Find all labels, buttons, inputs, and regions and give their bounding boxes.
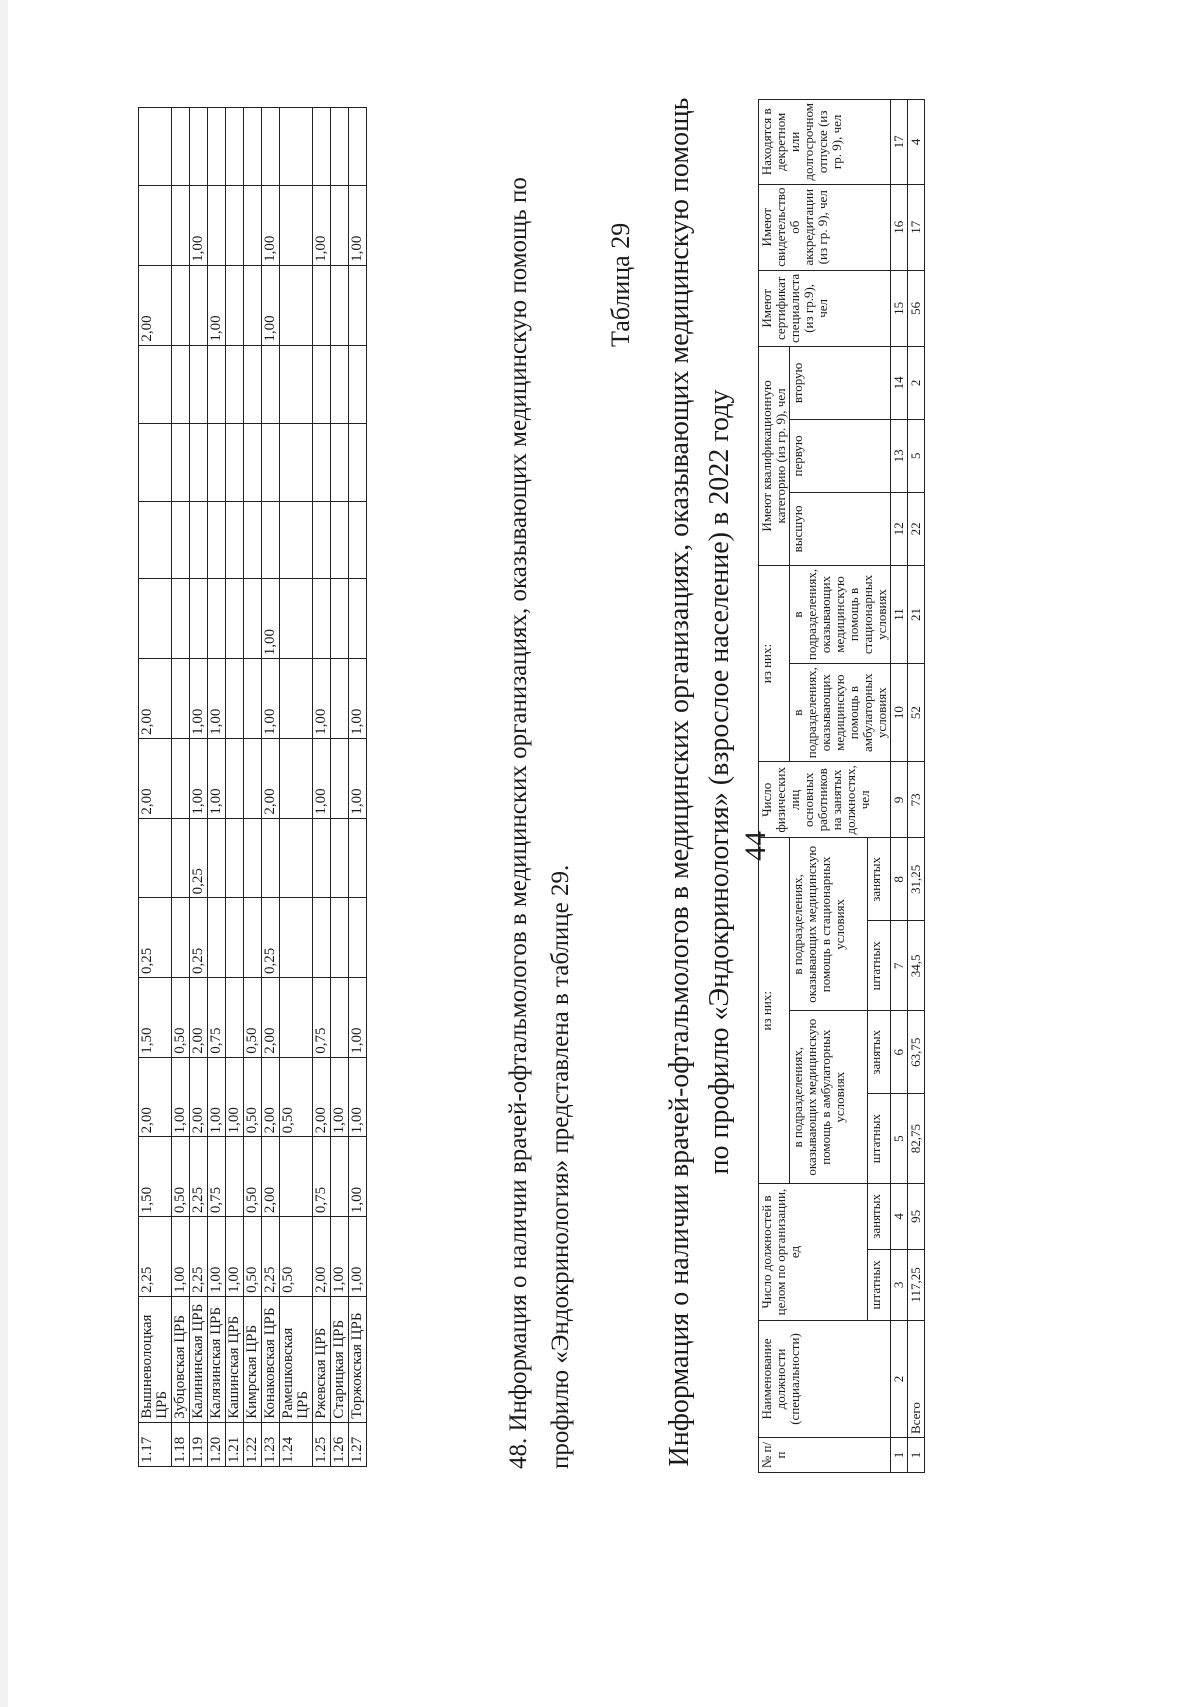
- row-name: Торжокская ЦРБ: [349, 1296, 367, 1422]
- table-row: [331, 108, 349, 1467]
- table-cell: [280, 978, 313, 1058]
- header-phys-stat: в подразделениях, оказывающих медицинскую помощь в стационарных условиях: [790, 565, 891, 663]
- table-cell: [331, 265, 349, 345]
- table-cell: [313, 579, 331, 659]
- header-occupied-2: занятых: [868, 1011, 891, 1094]
- table-cell: [139, 818, 172, 898]
- header-leave: Находятся в декретном или долгосрочном отпуске (из гр. 9), чел: [759, 100, 891, 185]
- table-cell: 1,00: [349, 659, 367, 739]
- header-staff-1: штатных: [868, 1249, 891, 1320]
- table-cell: [349, 345, 367, 423]
- column-index-cell: 12: [891, 492, 908, 565]
- table-row: [349, 108, 367, 1467]
- table-cell: [280, 818, 313, 898]
- row-number: 1.17: [139, 1422, 172, 1466]
- total-cell: 95: [908, 1184, 925, 1250]
- table-cell: 0,50: [244, 1137, 262, 1217]
- table-cell: 1,50: [139, 978, 172, 1058]
- table-cell: 0,50: [244, 978, 262, 1058]
- row-number: 1.24: [280, 1422, 313, 1466]
- total-cell: 21: [908, 565, 925, 663]
- table-cell: 1,00: [262, 265, 280, 345]
- table-cell: [190, 501, 208, 579]
- table-cell: 2,00: [262, 738, 280, 818]
- table-cell: [331, 738, 349, 818]
- table-cell: [349, 108, 367, 186]
- table-row: [226, 108, 244, 1467]
- table-cell: [226, 423, 244, 501]
- total-cell: 5: [908, 419, 925, 492]
- column-index-cell: 1: [891, 1438, 908, 1473]
- table-cell: 2,00: [139, 265, 172, 345]
- table-row: [313, 108, 331, 1467]
- table-cell: [190, 423, 208, 501]
- table-cell: [226, 818, 244, 898]
- header-physicians: Число физических лиц основных работников на занятых должностях, чел: [759, 762, 891, 838]
- table-cell: [244, 108, 262, 186]
- table-cell: [313, 501, 331, 579]
- table-cell: [280, 579, 313, 659]
- table-cell: 1,00: [313, 186, 331, 266]
- table-cell: [280, 186, 313, 266]
- table-cell: [190, 108, 208, 186]
- table-cell: [313, 108, 331, 186]
- table-cell: [244, 818, 262, 898]
- table-cell: [280, 898, 313, 978]
- header-of-them-2: из них:: [759, 565, 790, 761]
- upper-table: [138, 107, 367, 1467]
- table-cell: [190, 345, 208, 423]
- row-name: Вышневолоцкая ЦРБ: [139, 1296, 172, 1422]
- table-cell: [331, 423, 349, 501]
- table-cell: [280, 501, 313, 579]
- table-cell: [139, 579, 172, 659]
- table-cell: [226, 265, 244, 345]
- table-cell: [331, 978, 349, 1058]
- table-cell: 1,00: [208, 1217, 226, 1297]
- table-cell: [208, 898, 226, 978]
- row-number: 1.20: [208, 1422, 226, 1466]
- table-cell: 1,00: [226, 1217, 244, 1297]
- table-cell: 1,00: [349, 1057, 367, 1137]
- table-cell: [244, 345, 262, 423]
- column-index-cell: 16: [891, 184, 908, 270]
- row-number: 1.23: [262, 1422, 280, 1466]
- total-cell: 52: [908, 664, 925, 762]
- header-staff-2: штатных: [868, 1094, 891, 1184]
- table-cell: [349, 898, 367, 978]
- column-index-cell: 13: [891, 419, 908, 492]
- table-row: [190, 108, 208, 1467]
- table-cell: 2,25: [190, 1137, 208, 1217]
- table-cell: [190, 579, 208, 659]
- header-ambulatory: в подразделениях, оказывающих медицинскую помощь в амбулаторных условиях: [790, 1011, 868, 1184]
- table-cell: [172, 265, 190, 345]
- header-second: вторую: [790, 346, 891, 419]
- table-cell: [226, 1137, 244, 1217]
- table-cell: [172, 423, 190, 501]
- table-cell: [139, 345, 172, 423]
- table-cell: 1,00: [208, 738, 226, 818]
- table-cell: 0,75: [208, 1137, 226, 1217]
- table-cell: 1,00: [331, 1217, 349, 1297]
- table-cell: 1,00: [208, 659, 226, 739]
- table-cell: [172, 898, 190, 978]
- table-cell: 1,00: [190, 186, 208, 266]
- column-index-cell: 9: [891, 762, 908, 838]
- table-cell: 2,00: [139, 738, 172, 818]
- table-cell: [226, 898, 244, 978]
- row-name: Калязинская ЦРБ: [208, 1296, 226, 1422]
- table-cell: [244, 501, 262, 579]
- total-cell: Всего: [908, 1321, 925, 1438]
- table-cell: [262, 345, 280, 423]
- table-cell: 2,00: [190, 1057, 208, 1137]
- table-cell: 1,00: [172, 1057, 190, 1137]
- page-number: 44: [739, 831, 772, 861]
- table-cell: 1,00: [349, 1137, 367, 1217]
- table-cell: 1,00: [313, 738, 331, 818]
- table-cell: 0,50: [244, 1217, 262, 1297]
- table-cell: [280, 108, 313, 186]
- table-cell: [172, 501, 190, 579]
- main-table: [758, 99, 925, 1473]
- table-title: [660, 97, 740, 1467]
- table-title-line1: Информация о наличии врачей-офтальмологов в медицинских организациях, оказывающих медицинскую помощь: [664, 97, 695, 1467]
- header-certificate: Имеют сертификат специалиста (из гр.9), чел: [759, 270, 891, 346]
- header-name: Наименование должности (специальности): [759, 1321, 891, 1438]
- table-row: [280, 108, 313, 1467]
- total-cell: 17: [908, 184, 925, 270]
- table-cell: 1,00: [190, 659, 208, 739]
- table-cell: [280, 265, 313, 345]
- row-number: 1.18: [172, 1422, 190, 1466]
- table-cell: [331, 186, 349, 266]
- row-number: 1.21: [226, 1422, 244, 1466]
- table-cell: 0,75: [208, 978, 226, 1058]
- table-cell: 0,25: [139, 898, 172, 978]
- table-cell: 1,00: [349, 1217, 367, 1297]
- table-cell: [331, 1137, 349, 1217]
- header-highest: высшую: [790, 492, 891, 565]
- table-cell: [280, 738, 313, 818]
- table-cell: [313, 265, 331, 345]
- table-cell: [262, 423, 280, 501]
- table-cell: [349, 423, 367, 501]
- table-cell: [172, 579, 190, 659]
- table-row: [208, 108, 226, 1467]
- table-row: [244, 108, 262, 1467]
- table-cell: [262, 501, 280, 579]
- table-cell: 0,25: [190, 898, 208, 978]
- table-cell: 0,75: [313, 978, 331, 1058]
- table-cell: [139, 108, 172, 186]
- table-cell: 1,00: [208, 1057, 226, 1137]
- table-cell: [139, 186, 172, 266]
- column-index-cell: 11: [891, 565, 908, 663]
- total-cell: 34,5: [908, 921, 925, 1011]
- header-num: № п/п: [759, 1438, 891, 1473]
- table-cell: 0,25: [190, 818, 208, 898]
- table-cell: [280, 423, 313, 501]
- total-cell: 4: [908, 100, 925, 185]
- header-first: первую: [790, 419, 891, 492]
- table-cell: 1,00: [262, 186, 280, 266]
- header-phys-amb: в подразделениях, оказывающих медицинскую помощь в амбулаторных условиях: [790, 664, 891, 762]
- table-cell: [313, 423, 331, 501]
- table-cell: [280, 1137, 313, 1217]
- total-cell: 117,25: [908, 1249, 925, 1320]
- column-index-cell: 7: [891, 921, 908, 1011]
- header-occupied-3: занятых: [868, 838, 891, 921]
- table-cell: 0,50: [172, 978, 190, 1058]
- table-cell: [313, 345, 331, 423]
- table-cell: [349, 579, 367, 659]
- table-cell: [313, 818, 331, 898]
- table-cell: 2,00: [262, 1057, 280, 1137]
- row-number: 1.19: [190, 1422, 208, 1466]
- table-cell: [349, 818, 367, 898]
- table-cell: [280, 659, 313, 739]
- table-cell: 0,50: [280, 1217, 313, 1297]
- table-cell: [331, 108, 349, 186]
- total-cell: 22: [908, 492, 925, 565]
- row-name: Кимрская ЦРБ: [244, 1296, 262, 1422]
- table-cell: [226, 579, 244, 659]
- table-cell: [262, 108, 280, 186]
- table-cell: 2,00: [139, 659, 172, 739]
- row-name: Ржевская ЦРБ: [313, 1296, 331, 1422]
- table-cell: 1,00: [226, 1057, 244, 1137]
- header-of-them: из них:: [759, 838, 790, 1184]
- table-cell: 1,00: [262, 579, 280, 659]
- table-cell: [244, 579, 262, 659]
- table-cell: [208, 501, 226, 579]
- table-cell: 0,50: [244, 1057, 262, 1137]
- row-name: Конаковская ЦРБ: [262, 1296, 280, 1422]
- table-cell: [244, 659, 262, 739]
- table-row: [139, 108, 172, 1467]
- row-name: Рамешковская ЦРБ: [280, 1296, 313, 1422]
- total-row: [908, 100, 925, 1473]
- table-cell: 1,00: [349, 978, 367, 1058]
- table-cell: [172, 659, 190, 739]
- table-cell: 2,00: [262, 978, 280, 1058]
- header-occupied-1: занятых: [868, 1184, 891, 1250]
- row-number: 1.22: [244, 1422, 262, 1466]
- table-cell: [226, 345, 244, 423]
- column-index-cell: 2: [891, 1321, 908, 1438]
- table-cell: 2,00: [313, 1057, 331, 1137]
- column-index-cell: 15: [891, 270, 908, 346]
- table-cell: 0,50: [172, 1137, 190, 1217]
- table-cell: [208, 108, 226, 186]
- table-cell: 1,00: [172, 1217, 190, 1297]
- table-cell: 0,25: [262, 898, 280, 978]
- table-cell: [313, 898, 331, 978]
- column-index-cell: 8: [891, 838, 908, 921]
- table-cell: [208, 818, 226, 898]
- table-cell: [262, 818, 280, 898]
- column-index-cell: 5: [891, 1094, 908, 1184]
- total-cell: 82,75: [908, 1094, 925, 1184]
- column-index-cell: 6: [891, 1011, 908, 1094]
- table-cell: 0,50: [280, 1057, 313, 1137]
- header-stationary: в подразделениях, оказывающих медицинскую помощь в стационарных условиях: [790, 838, 868, 1011]
- header-staff-3: штатных: [868, 921, 891, 1011]
- table-cell: [139, 423, 172, 501]
- table-cell: [208, 579, 226, 659]
- table-cell: [331, 818, 349, 898]
- table-cell: [226, 978, 244, 1058]
- table-cell: 2,00: [313, 1217, 331, 1297]
- table-cell: [244, 898, 262, 978]
- table-cell: 1,00: [190, 738, 208, 818]
- total-cell: 1: [908, 1438, 925, 1473]
- table-cell: [349, 501, 367, 579]
- total-cell: 63,75: [908, 1011, 925, 1094]
- header-qualif: Имеют квалификационную категорию (из гр. 9), чел: [759, 346, 790, 565]
- section-heading: 48. Информация о наличии врачей-офтальмологов в медицинских организациях, оказывающих медицинскую помощь по профилю «Эндокринология» представлена в таблице 29.: [505, 177, 574, 1469]
- table-cell: [190, 265, 208, 345]
- table-cell: 1,00: [208, 265, 226, 345]
- table-cell: [208, 345, 226, 423]
- table-cell: 2,00: [139, 1057, 172, 1137]
- table-cell: [172, 738, 190, 818]
- row-name: Зубцовская ЦРБ: [172, 1296, 190, 1422]
- table-cell: 1,00: [262, 659, 280, 739]
- table-cell: [349, 265, 367, 345]
- table-row: [172, 108, 190, 1467]
- table-cell: 1,00: [349, 738, 367, 818]
- table-cell: [208, 186, 226, 266]
- table-cell: [226, 108, 244, 186]
- column-index-cell: 14: [891, 346, 908, 419]
- table-cell: [331, 898, 349, 978]
- table-cell: [331, 579, 349, 659]
- total-cell: 2: [908, 346, 925, 419]
- total-cell: 31,25: [908, 838, 925, 921]
- table-cell: [226, 738, 244, 818]
- column-index-cell: 17: [891, 100, 908, 185]
- column-index-cell: 3: [891, 1249, 908, 1320]
- table-cell: 2,25: [190, 1217, 208, 1297]
- table-cell: [226, 186, 244, 266]
- table-cell: [172, 186, 190, 266]
- table-cell: [208, 423, 226, 501]
- table-cell: [244, 265, 262, 345]
- table-cell: [172, 108, 190, 186]
- table-cell: 2,00: [262, 1137, 280, 1217]
- header-positions: Число должностей в целом по организации, ед: [759, 1184, 868, 1321]
- header-accreditation: Имеют свидетельство об аккредитации (из гр. 9), чел: [759, 184, 891, 270]
- column-index-cell: 10: [891, 664, 908, 762]
- table-cell: [331, 501, 349, 579]
- row-name: Калининская ЦРБ: [190, 1296, 208, 1422]
- row-number: 1.26: [331, 1422, 349, 1466]
- table-cell: 1,00: [331, 1057, 349, 1137]
- column-index-cell: 4: [891, 1184, 908, 1250]
- table-cell: [226, 659, 244, 739]
- column-index-row: [891, 100, 908, 1473]
- table-cell: [139, 501, 172, 579]
- row-number: 1.27: [349, 1422, 367, 1466]
- table-cell: [280, 345, 313, 423]
- table-cell: [172, 818, 190, 898]
- row-name: Кашинская ЦРБ: [226, 1296, 244, 1422]
- table-cell: 1,00: [349, 186, 367, 266]
- table-cell: 1,50: [139, 1137, 172, 1217]
- table-cell: 2,00: [190, 978, 208, 1058]
- table-row: [262, 108, 280, 1467]
- table-cell: [226, 501, 244, 579]
- table-cell: 2,25: [139, 1217, 172, 1297]
- table-cell: [331, 659, 349, 739]
- table-cell: [172, 345, 190, 423]
- table-cell: [244, 738, 262, 818]
- row-number: 1.25: [313, 1422, 331, 1466]
- table-cell: 1,00: [313, 659, 331, 739]
- table-cell: [244, 423, 262, 501]
- table-label: Таблица 29: [606, 222, 635, 347]
- total-cell: 73: [908, 762, 925, 838]
- table-cell: [244, 186, 262, 266]
- table-cell: 2,25: [262, 1217, 280, 1297]
- total-cell: 56: [908, 270, 925, 346]
- row-name: Старицкая ЦРБ: [331, 1296, 349, 1422]
- table-cell: [331, 345, 349, 423]
- table-title-line2: по профилю «Эндокринология» (взрослое население) в 2022 году: [704, 389, 735, 1175]
- table-cell: 0,75: [313, 1137, 331, 1217]
